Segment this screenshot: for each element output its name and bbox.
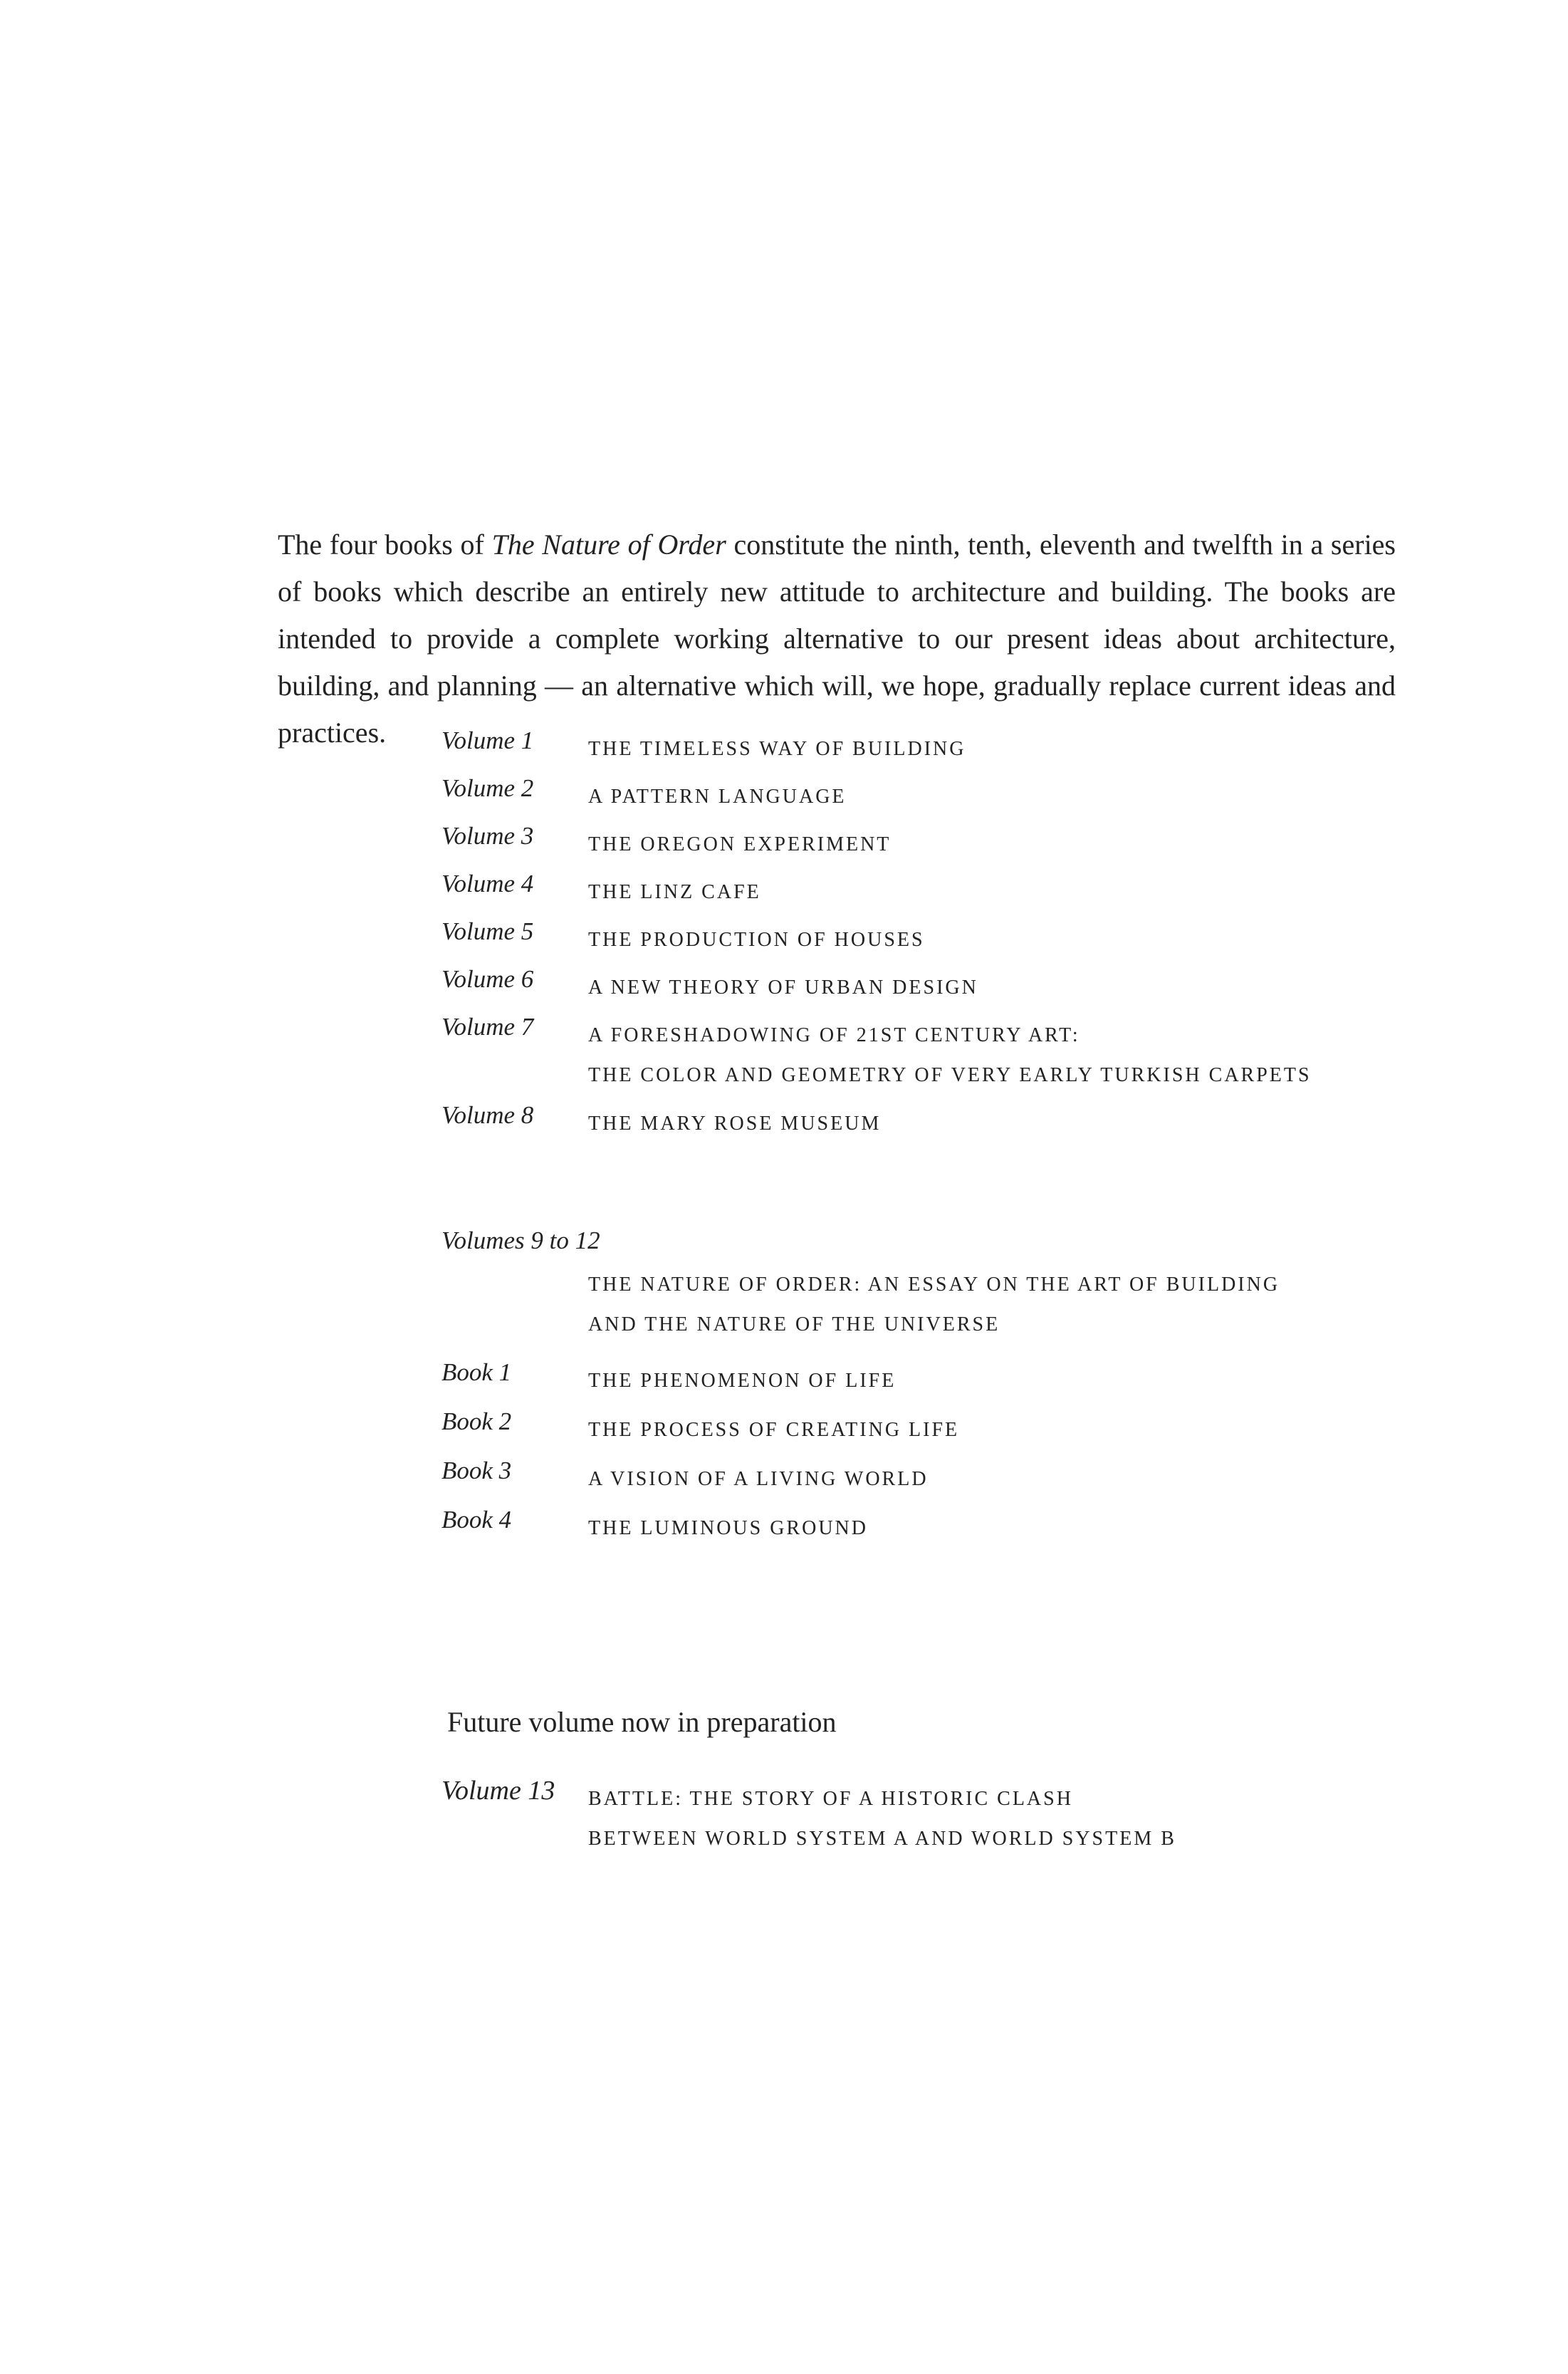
volume-title-line: A PATTERN LANGUAGE: [588, 786, 847, 808]
volume-title: [588, 1016, 1312, 1095]
volume-label: Volume 8: [441, 1101, 534, 1129]
book-label: Book 4: [441, 1506, 512, 1534]
volume-title-line: THE OREGON EXPERIMENT: [588, 833, 892, 855]
volume-title-line: THE PRODUCTION OF HOUSES: [588, 929, 925, 951]
volume-title-line: THE TIMELESS WAY OF BUILDING: [588, 738, 966, 760]
volume-title: [588, 920, 925, 960]
volume-title-line: BATTLE: THE STORY OF A HISTORIC CLASH: [588, 1788, 1073, 1810]
volume-title: [588, 777, 847, 817]
book-title: THE PROCESS OF CREATING LIFE: [588, 1419, 960, 1441]
intro-text-rest: constitute the ninth, tenth, eleventh and twelfth in a series of books which describe an entirely new attitude to architecture and building. The books are intended to provide a complete working alternative to our present ideas about architecture, building, and planning — an alternative which will, we hope, gradually replace current ideas and practices.: [278, 529, 1396, 749]
volume-label: Volume 2: [441, 774, 534, 802]
volume-title-line: AND THE NATURE OF THE UNIVERSE: [588, 1313, 1000, 1336]
volume-title: [588, 968, 978, 1008]
volume-title: [588, 729, 966, 769]
volumes-range-label: Volumes 9 to 12: [441, 1227, 600, 1254]
book-title: A VISION OF A LIVING WORLD: [588, 1468, 929, 1490]
volume-title-line: THE COLOR AND GEOMETRY OF VERY EARLY TURKISH CARPETS: [588, 1064, 1312, 1086]
book-label: Book 1: [441, 1358, 512, 1386]
volume-title: [588, 1779, 1176, 1859]
volume-label: Volume 6: [441, 965, 534, 993]
volume-title-line: THE MARY ROSE MUSEUM: [588, 1113, 882, 1135]
volume-label: Volume 1: [441, 727, 534, 754]
volume-title-line: BETWEEN WORLD SYSTEM A AND WORLD SYSTEM B: [588, 1828, 1176, 1850]
volume-title-line: THE NATURE OF ORDER: AN ESSAY ON THE ART OF BUILDING: [588, 1274, 1280, 1296]
volume-title: [588, 825, 891, 865]
intro-paragraph: [278, 521, 1396, 756]
book-title: THE PHENOMENON OF LIFE: [588, 1370, 897, 1392]
nature-of-order-title: [588, 1265, 1280, 1345]
book-label: Book 2: [441, 1407, 512, 1435]
volume-title-line: THE LINZ CAFE: [588, 881, 761, 903]
series-title: The Nature of Order: [491, 529, 726, 561]
volume-title: [588, 873, 761, 912]
volume-title: [588, 1104, 881, 1144]
volume-label: Volume 13: [441, 1776, 555, 1806]
intro-text-start: The four books of: [278, 529, 492, 561]
volume-label: Volume 4: [441, 870, 534, 897]
volume-label: Volume 7: [441, 1013, 534, 1041]
volume-label: Volume 3: [441, 822, 534, 850]
future-volume-heading: Future volume now in preparation: [447, 1706, 837, 1738]
volume-title-line: A FORESHADOWING OF 21ST CENTURY ART:: [588, 1024, 1080, 1046]
volume-title-line: A NEW THEORY OF URBAN DESIGN: [588, 977, 978, 999]
volume-label: Volume 5: [441, 917, 534, 945]
book-title: THE LUMINOUS GROUND: [588, 1517, 868, 1539]
book-label: Book 3: [441, 1457, 512, 1484]
